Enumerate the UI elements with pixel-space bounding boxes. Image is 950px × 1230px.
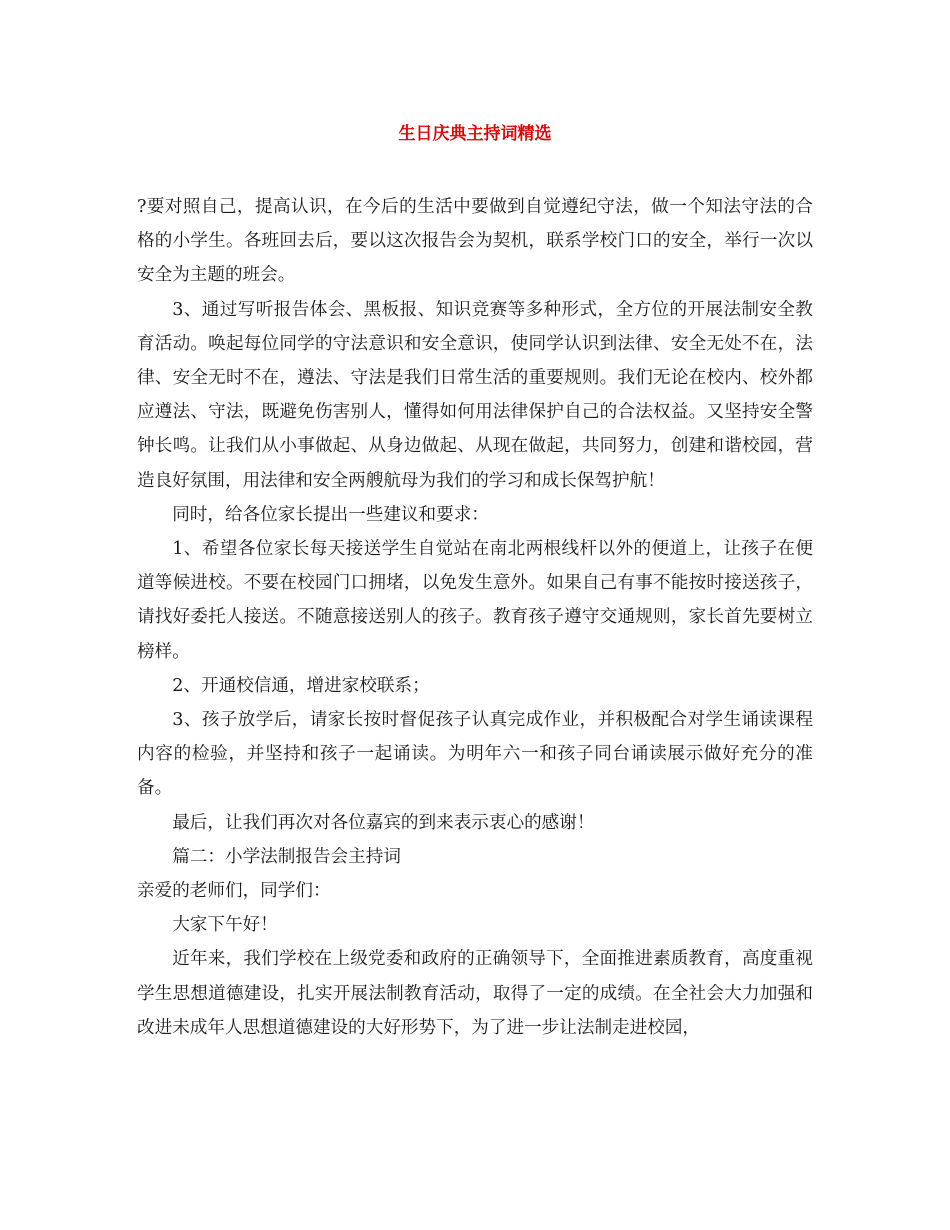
- paragraph: ?要对照自己，提高认识，在今后的生活中要做到自觉遵纪守法，做一个知法守法的合格的小学生。各班回去后，要以这次报告会为契机，联系学校门口的安全，举行一次以安全为主题的班会。: [137, 197, 813, 286]
- greeting: 大家下午好！: [172, 915, 278, 936]
- paragraph: 3、孩子放学后，请家长按时督促孩子认真完成作业，并积极配合对学生诵读课程内容的检验，并坚持和孩子一起诵读。为明年六一和孩子同台诵读展示做好充分的准备。: [137, 710, 813, 799]
- paragraph: 1、希望各位家长每天接送学生自觉站在南北两根线杆以外的便道上，让孩子在便道等候进校。不要在校园门口拥堵，以免发生意外。如果自己有事不能按时接送孩子，请找好委托人接送。不随意接送别人的孩子。教育孩子遵守交通规则，家长首先要树立榜样。: [137, 539, 813, 662]
- paragraph: 2、开通校信通，增进家校联系；: [172, 675, 430, 696]
- document-title: 生日庆典主持词精选: [398, 124, 552, 144]
- paragraph: 同时，给各位家长提出一些建议和要求：: [172, 504, 489, 525]
- paragraph: 最后，让我们再次对各位嘉宾的到来表示衷心的感谢！: [172, 812, 595, 833]
- paragraph: 近年来，我们学校在上级党委和政府的正确领导下，全面推进素质教育，高度重视学生思想道德建设，扎实开展法制教育活动，取得了一定的成绩。在全社会大力加强和改进未成年人思想道德建设的大好形势下，为了进一步让法制走进校园，: [137, 949, 813, 1038]
- salutation: 亲爱的老师们，同学们：: [137, 881, 331, 902]
- paragraph: 3、通过写听报告体会、黑板报、知识竞赛等多种形式，全方位的开展法制安全教育活动。唤起每位同学的守法意识和安全意识，使同学认识到法律、安全无处不在，法律、安全无时不在，遵法、守法是我们日常生活的重要规则。我们无论在校内、校外都应遵法、守法，既避免伤害别人，懂得如何用法律保护自己的合法权益。又坚持安全警钟长鸣。让我们从小事做起、从身边做起、从现在做起，共同努力，创建和谐校园，营造良好氛围，用法律和安全两艘航母为我们的学习和成长保驾护航！: [137, 299, 813, 491]
- section-heading: 篇二：小学法制报告会主持词: [172, 846, 401, 867]
- document-body: [137, 190, 813, 1045]
